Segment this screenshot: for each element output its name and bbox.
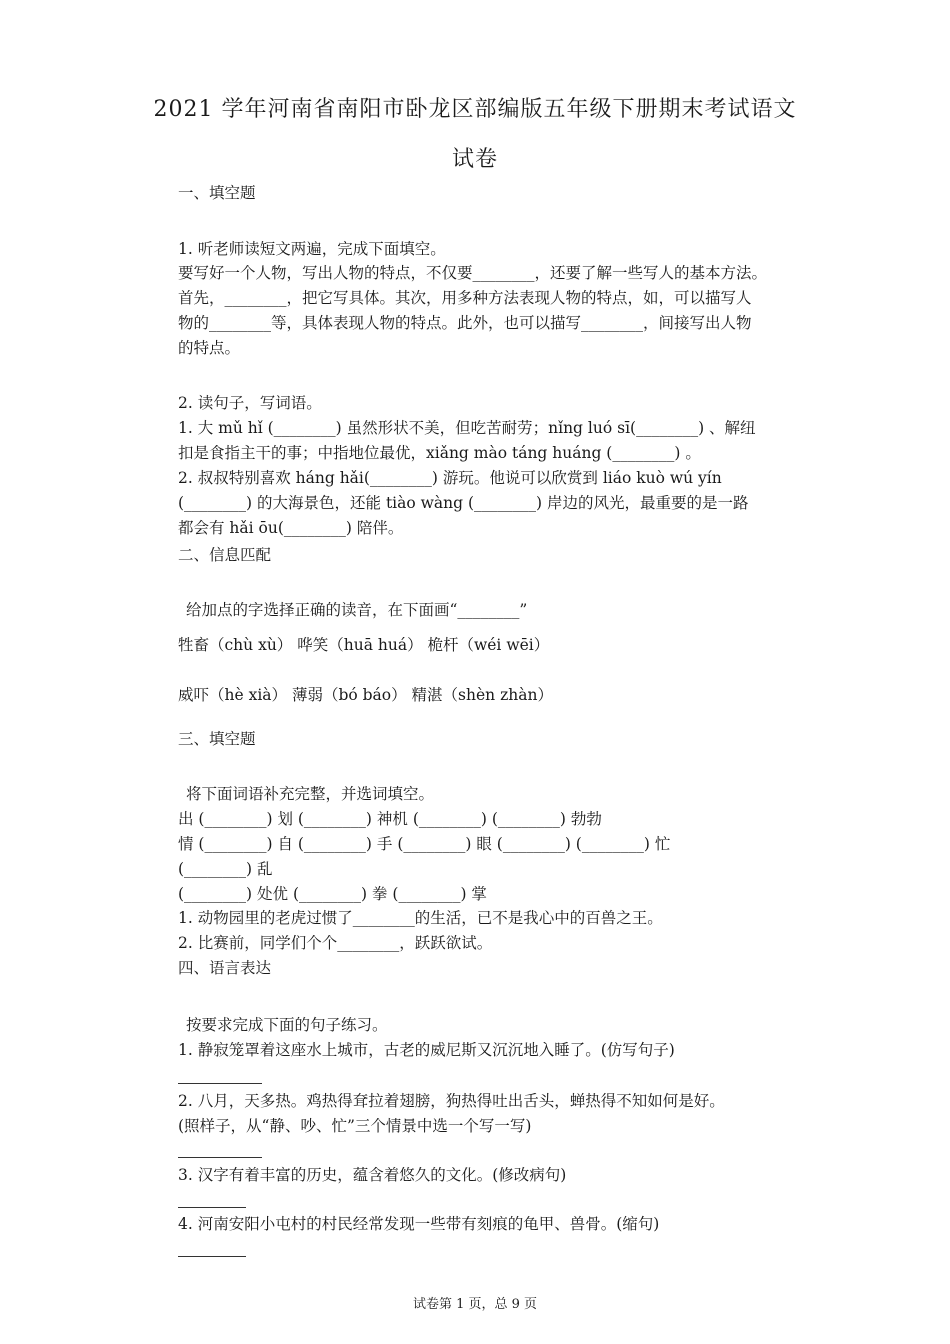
idiom-sentence-2: 2. 比赛前，同学们个个________，跃跃欲试。 (178, 934, 493, 952)
question-1-line: 的特点。 (178, 339, 241, 357)
answer-line (178, 1083, 262, 1084)
question-2-line: 1. 大 mǔ hǐ (________) 虽然形状不美，但吃苦耐劳；nǐng luó sī(________) 、解纽 (178, 419, 756, 437)
idiom-fill-line: 出 (________) 划 (________) 神机 (________) (________) 勃勃 (178, 810, 602, 828)
answer-line (178, 1256, 246, 1257)
section-4-heading: 四、语言表达 (178, 959, 272, 977)
sentence-exercise-2-note: (照样子，从“静、吵、忙”三个情景中选一个写一写) (178, 1117, 532, 1135)
question-2-prompt: 2. 读句子，写词语。 (178, 394, 322, 412)
section-2-heading: 二、信息匹配 (178, 546, 272, 564)
section-1-heading: 一、填空题 (178, 184, 256, 202)
sentence-exercise-3: 3. 汉字有着丰富的历史，蕴含着悠久的文化。(修改病句) (178, 1166, 567, 1184)
sentence-exercise-4: 4. 河南安阳小屯村的村民经常发现一些带有刻痕的龟甲、兽骨。(缩句) (178, 1215, 660, 1233)
question-1-line: 物的________等，具体表现人物的特点。此外，也可以描写________，间接写出人物 (178, 314, 752, 332)
idiom-fill-line: 情 (________) 自 (________) 手 (________) 眼 (________) (________) 忙 (178, 835, 671, 853)
section-3-heading: 三、填空题 (178, 730, 256, 748)
pinyin-choice-row-1: 牲畜（chù xù） 哗笑（huā huá） 桅杆（wéi wēi） (178, 636, 550, 654)
page-footer: 试卷第 1 页，总 9 页 (412, 1297, 538, 1312)
pinyin-choice-row-2: 威吓（hè xià） 薄弱（bó báo） 精湛（shèn zhàn） (178, 686, 553, 704)
section-3-instruction: 将下面词语补充完整，并选词填空。 (186, 785, 435, 803)
exam-title-line-2: 试卷 (451, 147, 498, 172)
question-1-line: 首先，________，把它写具体。其次，用多种方法表现人物的特点，如，可以描写人 (178, 289, 752, 307)
question-1-prompt: 1. 听老师读短文两遍，完成下面填空。 (178, 240, 446, 258)
question-1-line: 要写好一个人物，写出人物的特点，不仅要________，还要了解一些写人的基本方法。 (178, 264, 768, 282)
question-2-line: 2. 叔叔特别喜欢 háng hǎi(________) 游玩。他说可以欣赏到 liáo kuò wú yín (178, 469, 722, 487)
sentence-exercise-1: 1. 静寂笼罩着这座水上城市，古老的威尼斯又沉沉地入睡了。(仿写句子) (178, 1041, 675, 1059)
section-2-instruction: 给加点的字选择正确的读音，在下面画“________” (186, 601, 528, 619)
answer-line (178, 1157, 262, 1158)
sentence-exercise-2: 2. 八月，天多热。鸡热得耷拉着翅膀，狗热得吐出舌头，蝉热得不知如何是好。 (178, 1092, 725, 1110)
idiom-sentence-1: 1. 动物园里的老虎过惯了________的生活，已不是我心中的百兽之王。 (178, 909, 663, 927)
question-2-line: 都会有 hǎi ōu(________) 陪伴。 (178, 519, 404, 537)
idiom-fill-line: (________) 处优 (________) 拳 (________) 掌 (178, 885, 487, 903)
section-4-instruction: 按要求完成下面的句子练习。 (186, 1016, 388, 1034)
answer-line (178, 1207, 246, 1208)
question-2-line: (________) 的大海景色，还能 tiào wàng (________) 岸边的风光，最重要的是一路 (178, 494, 749, 512)
exam-title-line-1: 2021 学年河南省南阳市卧龙区部编版五年级下册期末考试语文 (153, 97, 797, 122)
idiom-fill-line: (________) 乱 (178, 860, 273, 878)
question-2-line: 扣是食指主干的事；中指地位最优，xiǎng mào táng huáng (________) 。 (178, 444, 701, 462)
